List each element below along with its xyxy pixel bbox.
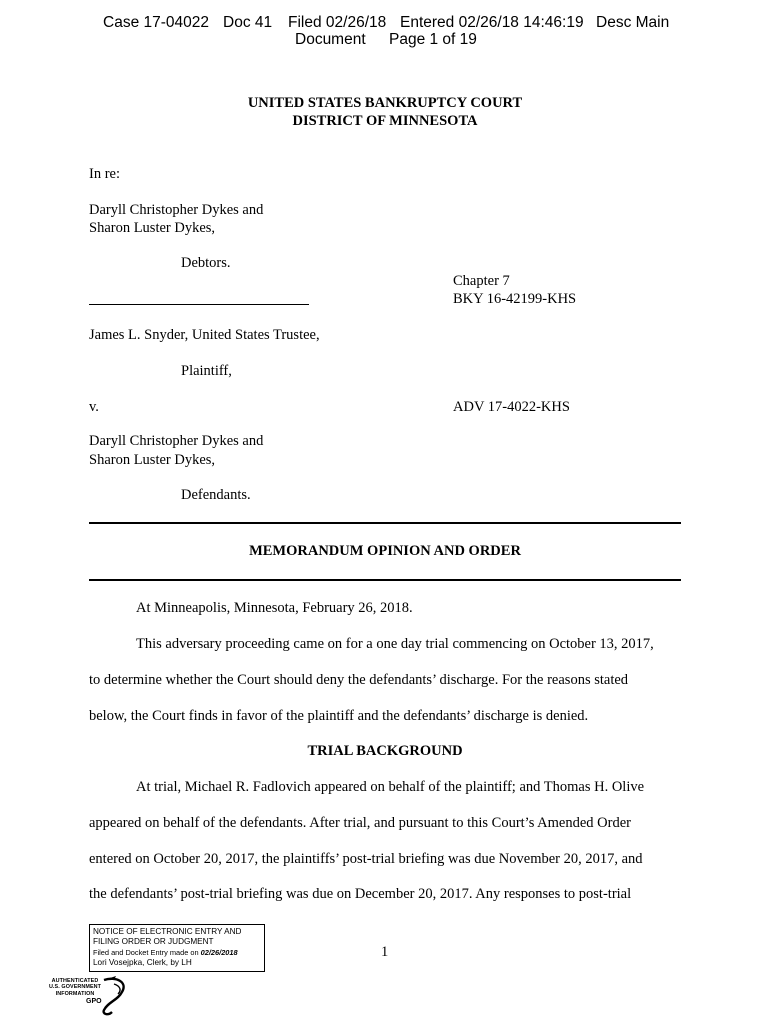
gpo-line-3: INFORMATION <box>55 990 95 997</box>
header-doc: Doc 41 <box>223 14 273 31</box>
debtors-label: Debtors. <box>181 255 231 271</box>
notice-line-1: NOTICE OF ELECTRONIC ENTRY AND <box>93 927 242 936</box>
paragraph-line: below, the Court finds in favor of the plaintiff and the defendants’ discharge is denied. <box>89 708 589 724</box>
gpo-line-1: AUTHENTICATED <box>51 978 99 984</box>
title-rule-bottom <box>89 579 681 581</box>
gpo-authentication-seal <box>44 976 132 1016</box>
header-filed: Filed 02/26/18 <box>288 14 387 31</box>
defendant-name-1: Daryll Christopher Dykes and <box>89 433 264 449</box>
title-rule-top <box>89 522 681 524</box>
section-heading: TRIAL BACKGROUND <box>307 743 463 759</box>
paragraph-line: the defendants’ post-trial briefing was due on December 20, 2017. Any responses to post-trial <box>89 886 632 902</box>
versus-label: v. <box>89 399 99 415</box>
debtor-name-1: Daryll Christopher Dykes and <box>89 202 264 218</box>
notice-entry-prefix: Filed and Docket Entry made on <box>93 947 201 957</box>
paragraph-line: This adversary proceeding came on for a one day trial commencing on October 13, 2017, <box>136 636 654 652</box>
notice-entry-date: 02/26/2018 <box>200 947 238 957</box>
plaintiff-label: Plaintiff, <box>181 363 232 379</box>
notice-line-4: Lori Vosejpka, Clerk, by LH <box>93 958 192 968</box>
defendants-label: Defendants. <box>181 487 251 503</box>
court-district: DISTRICT OF MINNESOTA <box>292 113 478 129</box>
page-number: 1 <box>381 944 389 960</box>
defendant-name-2: Sharon Luster Dykes, <box>89 452 216 468</box>
paragraph-line: At trial, Michael R. Fadlovich appeared on behalf of the plaintiff; and Thomas H. Olive <box>136 779 645 795</box>
opinion-date-line: At Minneapolis, Minnesota, February 26, 2018. <box>136 600 413 616</box>
header-desc: Desc Main <box>596 14 670 31</box>
document-title: MEMORANDUM OPINION AND ORDER <box>249 543 521 559</box>
header-document: Document <box>295 31 366 48</box>
gpo-mark: GPO <box>86 998 102 1005</box>
gpo-eagle-icon <box>44 976 132 1016</box>
paragraph-line: appeared on behalf of the defendants. After trial, and pursuant to this Court’s Amended Order <box>89 815 631 831</box>
adv-case-number: ADV 17-4022-KHS <box>453 399 570 415</box>
plaintiff-name: James L. Snyder, United States Trustee, <box>89 327 320 343</box>
bky-case-number: BKY 16-42199-KHS <box>453 291 577 307</box>
caption-divider-line <box>89 304 309 305</box>
header-entered: Entered 02/26/18 14:46:19 <box>400 14 584 31</box>
in-re-label: In re: <box>89 166 120 182</box>
electronic-entry-notice <box>89 924 265 972</box>
paragraph-line: entered on October 20, 2017, the plaintiffs’ post-trial briefing was due November 20, 2017, and <box>89 851 643 867</box>
court-name: UNITED STATES BANKRUPTCY COURT <box>247 95 523 111</box>
header-case: Case 17-04022 <box>103 14 209 31</box>
debtor-name-2: Sharon Luster Dykes, <box>89 220 216 236</box>
notice-line-2: FILING ORDER OR JUDGMENT <box>93 937 214 947</box>
paragraph-line: to determine whether the Court should deny the defendants’ discharge. For the reasons stated <box>89 672 629 688</box>
notice-line-3 <box>93 948 261 958</box>
chapter-number: Chapter 7 <box>453 273 510 289</box>
gpo-line-2: U.S. GOVERNMENT <box>48 984 102 991</box>
header-page: Page 1 of 19 <box>389 31 477 48</box>
